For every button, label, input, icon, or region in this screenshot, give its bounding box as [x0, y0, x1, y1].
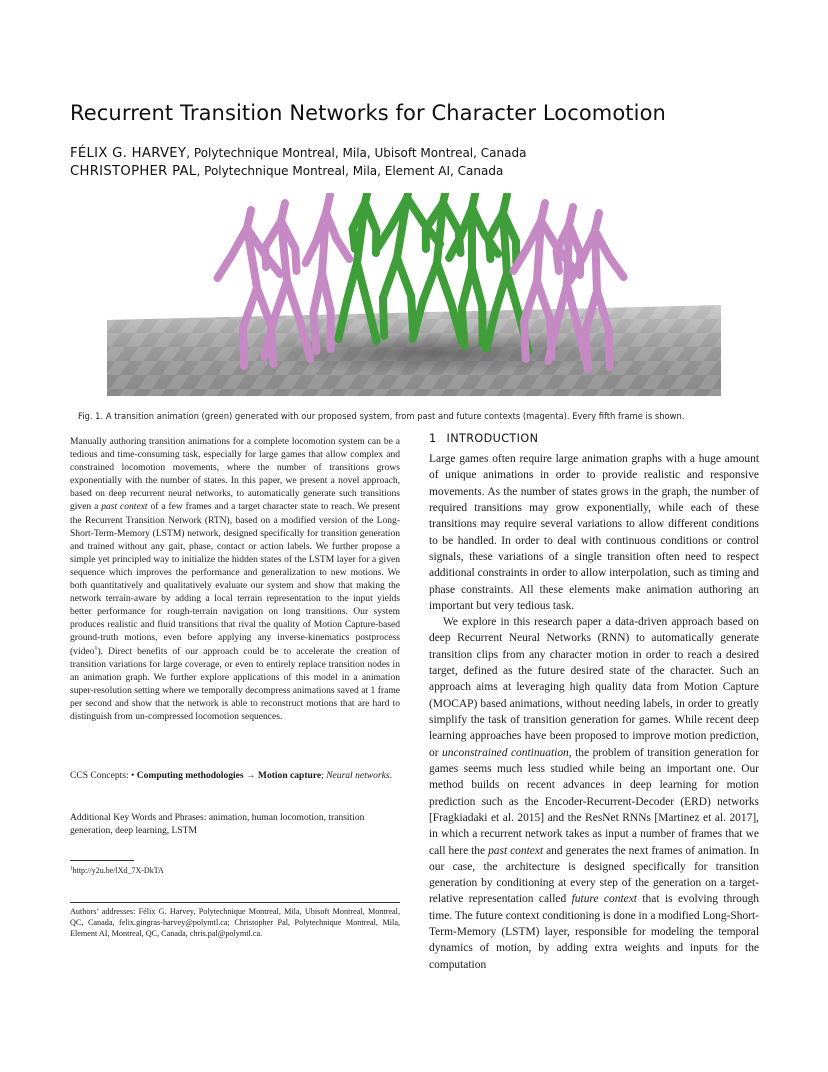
- introduction-body: [429, 451, 759, 973]
- footnote-ref[interactable]: 1: [94, 644, 98, 652]
- author-name: FÉLIX G. HARVEY: [70, 146, 187, 161]
- skeleton-bone: [557, 251, 559, 271]
- author-affiliation: , Polytechnique Montreal, Mila, Element AI, Canada: [196, 164, 504, 178]
- ccs-label: CCS Concepts: •: [70, 770, 137, 781]
- section-title: INTRODUCTION: [446, 432, 539, 445]
- section-heading: [429, 432, 538, 445]
- skeleton-bone: [357, 263, 367, 303]
- figure-caption: Fig. 1. A transition animation (green) generated with our proposed system, from past and future contexts (magenta). Every fifth frame is shown.: [78, 411, 685, 421]
- skeleton-bone: [585, 331, 587, 369]
- skeleton-bone: [313, 313, 316, 351]
- paragraph: [429, 614, 759, 973]
- paragraph-text: We explore in this research paper a data-driven approach based on deep Recurrent Neural Networks (RNN) to automatically generate transition clips from any character motion in order to reach a desired target, defined as the future desired state of the character. Such an approach aims at leveraging high quality data from Motion Capture (MOCAP) based animations, without needing labels, in order to greatly simplify the task of transition generation for games. While recent deep learning approaches have been proposed to improve motion prediction, or: [429, 616, 759, 759]
- author-affiliation: , Polytechnique Montreal, Mila, Ubisoft Montreal, Canada: [186, 146, 527, 160]
- paragraph-text: , the problem of transition generation for games seems much less studied while being an important one. Our method builds on recent advances in deep learning for motion prediction such as the Encoder-Recurrent-Decoder (ERD) networks [Fragkiadaki et al. 2015] and the ResNet RNNs [Martinez et al. 2017], in which a recurrent network takes as input a number of frames that we call here the: [429, 746, 759, 857]
- ccs-concepts: [70, 769, 400, 782]
- skeleton-bone: [313, 273, 322, 313]
- paragraph-text: that is evolving through time. The future context conditioning is done in a modified Long-Short-Term-Memory (LSTM) layer, responsible for modeling the temporal dynamics of motion, by adding extra weights and inputs for the computation: [429, 893, 760, 971]
- footnote-link[interactable]: http://y2u.be/lXd_7X-DkTA: [72, 866, 164, 875]
- skeleton-bone: [306, 241, 317, 263]
- skeleton-bone: [295, 249, 296, 271]
- emphasis: unconstrained continuation: [442, 746, 569, 759]
- author-addresses: Authors’ addresses: Félix G. Harvey, Polytechnique Montreal, Mila, Ubisoft Montreal, Montreal, QC, Canada, felix.gingras-harvey@polymtl.ca; Christopher Pal, Polytechnique Montreal, Mila, Element AI, Montreal, QC, Canada, chris.pal@polymtl.ca.: [70, 907, 400, 939]
- emphasis: past context: [488, 844, 544, 857]
- skeleton-bone: [287, 281, 300, 321]
- skeleton-bone: [231, 228, 247, 256]
- footnote-mark: 1: [70, 865, 73, 872]
- abstract: [70, 435, 400, 723]
- skeleton-bone: [462, 308, 465, 346]
- skeleton-bone: [609, 329, 610, 367]
- skeleton-bone: [383, 298, 384, 336]
- emphasis: future context: [571, 893, 637, 906]
- skeleton-bone: [507, 273, 519, 313]
- paragraph-text: and generates the next frames of animation. In our case, the architecture is designed specifically for transition generation by conditioning at every step of the generation on a target-relative representation called: [429, 844, 759, 906]
- abstract-text: ). Direct benefits of our approach could be to accelerate the creation of transition variations for large coverage, or even to entirely replace transition nodes in an animation graph. We further explore applications of this model in a animation super-resolution setting where we temporally decompress animations saved at 1 frame per second and show that the network is able to reconstruct motions that are hard to distinguish from un-compressed locomotion sequences.: [70, 645, 400, 722]
- author-line: [70, 164, 503, 179]
- abstract-text: Manually authoring transition animations for a complete locomotion system can be a tedious and time-consuming task, especially for large games that allow complex and constrained locomotion movements, where the number of transitions grows exponentially with the number of states. In this paper, we present a novel approach, based on deep recurrent neural networks, to automatically generate such transitions given a: [70, 436, 400, 513]
- skeleton-bone: [462, 268, 472, 308]
- abstract-emphasis: past context: [101, 501, 148, 513]
- keywords: Additional Key Words and Phrases: animation, human locomotion, transition generation, deep learning, LSTM: [70, 812, 365, 837]
- teaser-figure: [107, 193, 721, 396]
- skeleton-bone: [482, 306, 483, 344]
- skeleton-bone: [218, 256, 232, 278]
- skeleton-bone: [383, 258, 397, 298]
- skeleton-bone: [353, 229, 355, 249]
- addresses-divider: [70, 902, 400, 903]
- skeleton-bone: [243, 328, 244, 366]
- ccs-term: Computing methodologies → Motion capture: [136, 770, 322, 781]
- ccs-separator: ;: [321, 770, 327, 781]
- skeleton-bone: [265, 247, 266, 267]
- footnote-divider: [70, 860, 134, 861]
- footnote: [70, 866, 164, 875]
- skeleton-bone: [407, 198, 424, 224]
- paragraph: Large games often require large animation graphs with a huge amount of unique animations in order to provide realistic and responsive movements. As the number of states grows in the graph, the number of required transitions may grow exponentially, while each of these transitions may require several variations to allow different conditions to be handled. In order to deal with continuous conditions or control signals, these variations of a single transition often need to respect additional constraints in order to allow interpolation, such as timing and phase constraints. All these elements make animation authoring an important but very tedious task.: [429, 453, 759, 612]
- abstract-text: of a few frames and a target character state to reach. We present the Recurrent Transition Network (RTN), based on a modified version of the Long-Short-Term-Memory (LSTM) network, designed specifically for transition generation and trained without any gait, phase, contact or action labels. We further propose a simple yet principled way to initialize the hidden states of the LSTM layer for a given sequence which improves the performance and generalization to new motions. We both quantitatively and qualitatively evaluate our system and show that making the network terrain-aware by adding a local terrain representation to the input yields better performance for rough-terrain navigation on long transitions. Our system produces realistic and fluid transitions that rival the quality of Motion Capture-based ground-truth motions, even before applying any inverse-kinematics postprocess (video: [70, 501, 400, 657]
- author-line: [70, 146, 526, 161]
- skeleton-bone: [337, 239, 350, 259]
- author-name: CHRISTOPHER PAL: [70, 164, 197, 179]
- skeleton-bone: [524, 321, 526, 359]
- paper-title: Recurrent Transition Networks for Character Locomotion: [70, 101, 666, 125]
- skeleton-bone: [489, 239, 491, 259]
- skeleton-bone: [437, 263, 451, 303]
- skeleton-bone: [609, 257, 623, 277]
- section-number: 1: [429, 432, 437, 445]
- ccs-term-secondary: Neural networks: [326, 770, 390, 781]
- ccs-end: .: [389, 770, 392, 781]
